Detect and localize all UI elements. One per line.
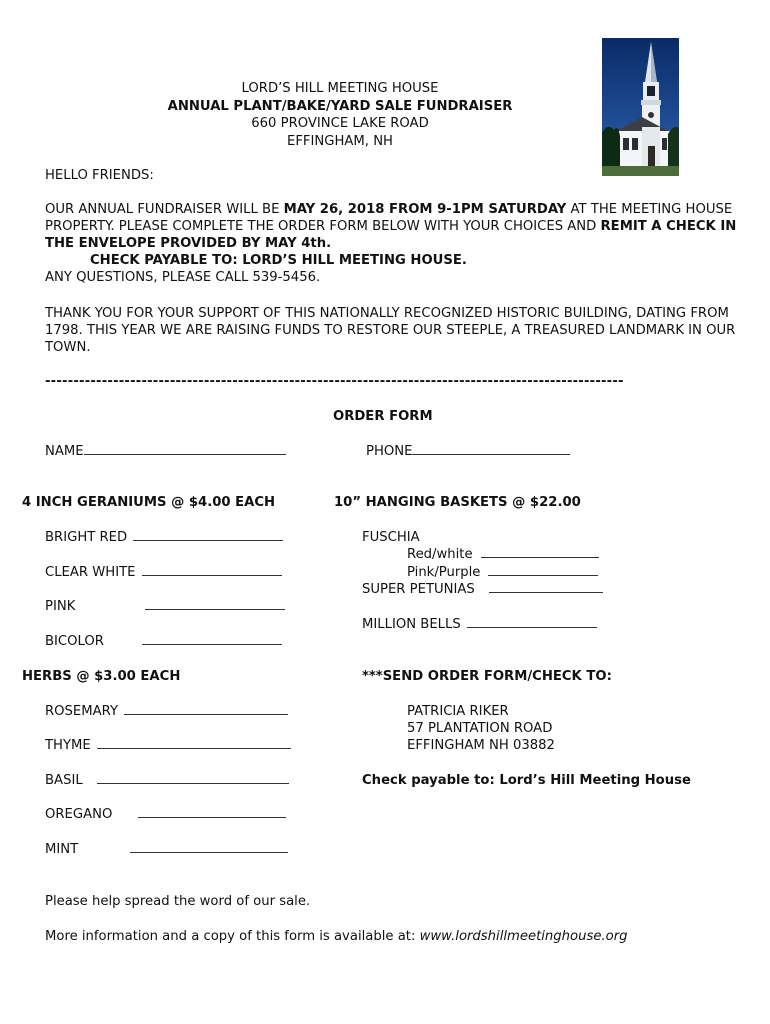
geraniums-heading: 4 INCH GERANIUMS @ $4.00 EACH bbox=[22, 495, 276, 510]
order-form-title: ORDER FORM bbox=[333, 409, 433, 424]
basket-label: Pink/Purple bbox=[407, 565, 481, 580]
address-city: EFFINGHAM, NH bbox=[287, 133, 393, 149]
cut-line-divider: ------------------------------------------------------------------------------------------------------ bbox=[45, 374, 624, 389]
more-info-text: More information and a copy of this form is available at: bbox=[45, 929, 420, 944]
name-label: NAME bbox=[45, 444, 84, 459]
recipient-name: PATRICIA RIKER bbox=[407, 704, 509, 719]
intro-text-1: OUR ANNUAL FUNDRAISER WILL BE bbox=[45, 202, 284, 217]
herb-item-rosemary[interactable] bbox=[45, 703, 288, 720]
name-field[interactable] bbox=[45, 443, 286, 460]
herb-item-mint[interactable] bbox=[45, 841, 288, 858]
questions-line: ANY QUESTIONS, PLEASE CALL 539-5456. bbox=[45, 270, 321, 285]
herb-item-thyme[interactable] bbox=[45, 737, 291, 754]
geranium-item-clear-white[interactable] bbox=[45, 564, 282, 581]
check-payable-note: Check payable to: Lord’s Hill Meeting House bbox=[362, 773, 691, 788]
letter-header bbox=[100, 80, 580, 150]
event-date: MAY 26, 2018 FROM 9-1PM SATURDAY bbox=[283, 202, 567, 217]
church-steeple-photo bbox=[602, 38, 679, 176]
herb-label: OREGANO bbox=[45, 807, 113, 822]
greeting: HELLO FRIENDS: bbox=[45, 168, 154, 183]
quantity-blank[interactable] bbox=[467, 616, 597, 628]
herb-label: BASIL bbox=[45, 773, 83, 788]
basket-label: MILLION BELLS bbox=[362, 617, 461, 632]
basket-fuschia-label: FUSCHIA bbox=[362, 530, 420, 545]
recipient-street: 57 PLANTATION ROAD bbox=[407, 721, 553, 736]
geranium-label: BICOLOR bbox=[45, 634, 104, 649]
phone-field[interactable] bbox=[366, 443, 570, 460]
geranium-label: BRIGHT RED bbox=[45, 530, 128, 545]
quantity-blank[interactable] bbox=[489, 581, 603, 593]
quantity-blank[interactable] bbox=[133, 529, 283, 541]
quantity-blank[interactable] bbox=[481, 546, 599, 558]
basket-label: Red/white bbox=[407, 547, 473, 562]
website-link[interactable]: www.lordshillmeetinghouse.org bbox=[419, 929, 628, 944]
herb-label: THYME bbox=[45, 738, 91, 753]
phone-label: PHONE bbox=[366, 444, 413, 459]
quantity-blank[interactable] bbox=[142, 564, 282, 576]
basket-item-pink-purple[interactable] bbox=[407, 564, 598, 581]
basket-item-million-bells[interactable] bbox=[362, 616, 597, 633]
herb-item-oregano[interactable] bbox=[45, 806, 286, 823]
phone-blank[interactable] bbox=[412, 443, 570, 455]
herb-label: MINT bbox=[45, 842, 79, 857]
spread-word-note: Please help spread the word of our sale. bbox=[45, 894, 311, 909]
geranium-label: CLEAR WHITE bbox=[45, 565, 136, 580]
geranium-item-pink[interactable] bbox=[45, 598, 285, 615]
quantity-blank[interactable] bbox=[97, 772, 289, 784]
basket-item-super-petunias[interactable] bbox=[362, 581, 603, 598]
quantity-blank[interactable] bbox=[130, 841, 288, 853]
check-payable-line: CHECK PAYABLE TO: LORD’S HILL MEETING HOUSE. bbox=[90, 253, 467, 268]
herb-label: ROSEMARY bbox=[45, 704, 119, 719]
quantity-blank[interactable] bbox=[145, 598, 285, 610]
intro-text-2: AT THE MEETING HOUSE PROPERTY. PLEASE COMPLETE THE ORDER FORM BELOW WITH YOUR CHOICES AND bbox=[45, 202, 733, 234]
basket-item-red-white[interactable] bbox=[407, 546, 599, 563]
address-street: 660 PROVINCE LAKE ROAD bbox=[251, 116, 429, 131]
geranium-label: PINK bbox=[45, 599, 76, 614]
name-blank[interactable] bbox=[84, 443, 286, 455]
thanks-paragraph: THANK YOU FOR YOUR SUPPORT OF THIS NATIONALLY RECOGNIZED HISTORIC BUILDING, DATING FROM 1798. THIS YEAR WE ARE RAISING FUNDS TO RESTORE OUR STEEPLE, A TREASURED LANDMARK IN OUR TOWN. bbox=[45, 306, 736, 355]
herb-item-basil[interactable] bbox=[45, 772, 289, 789]
org-name: LORD’S HILL MEETING HOUSE bbox=[241, 81, 439, 96]
intro-paragraph bbox=[45, 201, 745, 286]
recipient-city: EFFINGHAM NH 03882 bbox=[407, 738, 555, 753]
quantity-blank[interactable] bbox=[142, 633, 282, 645]
baskets-heading: 10” HANGING BASKETS @ $22.00 bbox=[334, 495, 581, 510]
remit-instruction: REMIT A CHECK IN THE ENVELOPE PROVIDED BY MAY 4th. bbox=[45, 219, 737, 251]
event-title: ANNUAL PLANT/BAKE/YARD SALE FUNDRAISER bbox=[167, 98, 513, 114]
more-info-line bbox=[45, 928, 628, 945]
send-to-heading: ***SEND ORDER FORM/CHECK TO: bbox=[362, 669, 612, 684]
church-steeple-icon bbox=[602, 38, 679, 176]
quantity-blank[interactable] bbox=[138, 806, 286, 818]
basket-label: SUPER PETUNIAS bbox=[362, 582, 475, 597]
quantity-blank[interactable] bbox=[97, 737, 291, 749]
geranium-item-bright-red[interactable] bbox=[45, 529, 283, 546]
herbs-heading: HERBS @ $3.00 EACH bbox=[22, 669, 181, 684]
quantity-blank[interactable] bbox=[488, 564, 598, 576]
geranium-item-bicolor[interactable] bbox=[45, 633, 282, 650]
quantity-blank[interactable] bbox=[124, 703, 288, 715]
